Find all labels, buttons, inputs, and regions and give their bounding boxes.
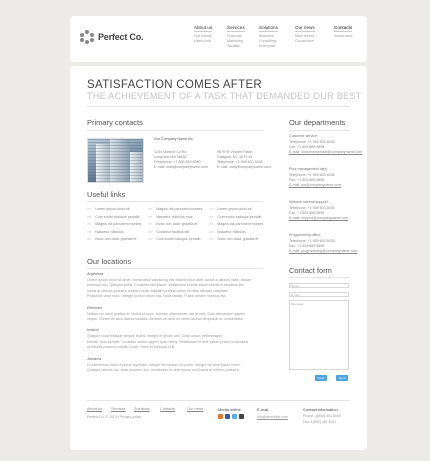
- header-bar: [70, 16, 367, 62]
- department-phone: Fax: +1 504 889 9898: [289, 178, 325, 183]
- rss-icon[interactable]: [218, 414, 223, 419]
- nav-sub[interactable]: Our archive: [295, 39, 314, 44]
- department-email[interactable]: E-mail: pm@companyname.com: [289, 183, 342, 188]
- useful-links-title: Useful links: [87, 190, 126, 199]
- nav-services-title[interactable]: Services: [227, 25, 245, 30]
- arrow-icon: >>: [209, 207, 214, 211]
- nav-contacts[interactable]: [334, 25, 352, 39]
- divider: [87, 106, 350, 107]
- main-content: [70, 66, 367, 450]
- arrow-icon: >>: [148, 214, 153, 219]
- footer-phone: Phone: 1(800) 451 8000: [303, 414, 341, 418]
- arrow-icon: >>: [87, 229, 92, 234]
- divider: [87, 400, 350, 401]
- company-name: Our Company Name Inc.: [154, 137, 194, 141]
- footer-link-news[interactable]: Our news: [187, 407, 204, 411]
- location-name: Jamaica: [87, 356, 102, 361]
- department-phone: Telephone: +1 959 603 6035: [289, 206, 335, 210]
- location-text: Lorem ipsum dolor sit amet, consectetur adipiscing elit. Mauris dolor ante, luctus a ultrices vitae, dictum euismod non. Quisque porta. Curabitur sed ipsum. Vestibulum et ante ipsum primis in faucibus orci luctus et ultrices posuere cubilia Curae; Aliquam pretium tellus vel felis ultricies vulputate. Phasellus vitae nunc. Integer luctus rutrum nisi. Nulla facilisi. Fusce ornare rhoncus est.: [87, 278, 252, 299]
- nav-sub[interactable]: Useful info: [194, 39, 211, 44]
- useful-link[interactable]: >> Magnis dis parturient montes: [148, 207, 203, 211]
- useful-link[interactable]: >> Nunc non dolor gravida et: [148, 222, 198, 227]
- department-name: Customer service:: [289, 134, 318, 138]
- office-building-image: [87, 138, 144, 183]
- message-field[interactable]: Message:: [289, 300, 349, 370]
- arrow-icon: >>: [148, 207, 153, 211]
- footer-email[interactable]: info@demolink.com: [257, 415, 288, 419]
- nav-sub[interactable]: Most recent: [295, 34, 314, 38]
- department-name: Website internal support:: [289, 200, 329, 204]
- locations-title: Our locations: [87, 257, 132, 266]
- divider: [87, 130, 263, 131]
- location-name: Argentina: [87, 272, 104, 276]
- hero-subtitle: THE ACHIEVEMENT OF A TASK THAT DEMANDED OUR BEST: [87, 91, 362, 101]
- useful-link[interactable]: >> Nunc non dolor gravida et: [209, 237, 259, 242]
- arrow-icon: >>: [148, 237, 153, 242]
- nav-solutions[interactable]: [259, 25, 278, 50]
- nav-services[interactable]: [227, 25, 245, 50]
- arrow-icon: >>: [87, 222, 92, 227]
- department-email[interactable]: E-mail: customerservice@companyname.com: [289, 150, 363, 155]
- footer-link-services[interactable]: Services: [111, 407, 126, 411]
- logo-text: Perfect Co.: [98, 32, 144, 42]
- department-phone: Telephone: +1 959 603 6035: [289, 239, 335, 243]
- nav-sub[interactable]: Enterprise: [259, 44, 276, 49]
- divider: [289, 277, 350, 278]
- useful-link[interactable]: >> Lorem ipsum dolor sit: [87, 207, 130, 211]
- nav-sub[interactable]: Marketing: [227, 39, 243, 44]
- nav-sub[interactable]: Consulting: [259, 39, 276, 44]
- arrow-icon: >>: [209, 237, 214, 242]
- department-phone: Telephone: +1 959 603 6035: [289, 173, 335, 177]
- send-button[interactable]: Send: [336, 375, 348, 381]
- nav-sub[interactable]: Business: [259, 34, 274, 38]
- footer-link-contacts[interactable]: Contacts: [160, 407, 175, 411]
- department-name: Pure management dept:: [289, 167, 328, 171]
- useful-link[interactable]: >> Curabitur facilisis elit: [148, 229, 190, 234]
- arrow-icon: >>: [87, 214, 92, 219]
- arrow-icon: >>: [209, 214, 214, 219]
- department-email[interactable]: E-mail: programming@companyname.com: [289, 249, 358, 254]
- department-phone: Fax: +1 504 889 9898: [289, 244, 325, 249]
- useful-link[interactable]: >> Cum sociis natoque penatib: [148, 237, 201, 242]
- location-text: Quisque nulla tristique tempor lectus. Integer et ipsum orci. Cras cursus pellentesque blandit. Duis semper. Curabitur auctor sapien quis metus. Vestibulum et ante ipsum primis in faucibus ut ultrices posuere cubilia Curae. Nunc et vehicula velit.: [87, 334, 249, 350]
- arrow-icon: >>: [148, 222, 153, 227]
- contact-col-1: 1234 Marmor Cy Rd, Longview WA 98632 Freephone: +1 800 559 6580 E-mail: mail@companyname.com: [154, 150, 208, 170]
- contact-col-2: 9870 St Vincent Place, Glasgow, DC 45 Fr 45 Telephone: +1 959 603 6035 E-mail: mail@companyname.com: [217, 150, 271, 170]
- divider: [289, 130, 350, 131]
- departments-title: Our departments: [289, 118, 346, 127]
- nav-sub[interactable]: Taxation: [227, 44, 241, 49]
- facebook-icon[interactable]: [225, 414, 230, 419]
- useful-link[interactable]: >> Cum sociis natoque penatib: [87, 214, 140, 219]
- nav-contacts-title[interactable]: Contacts: [334, 25, 353, 30]
- nav-news-title[interactable]: Our news: [295, 25, 315, 30]
- email-field[interactable]: E-mail:: [289, 292, 349, 297]
- copyright: Perfect Co. © 2013 | Privacy policy: [87, 415, 142, 419]
- useful-link[interactable]: >> Nascetur ridiculus: [209, 229, 246, 234]
- useful-link[interactable]: >> Lorem ipsum dolor sit: [209, 207, 252, 211]
- nav-about[interactable]: [194, 25, 212, 44]
- department-phone: Fax: +1 504 889 9898: [289, 145, 325, 150]
- arrow-icon: >>: [209, 222, 214, 227]
- useful-link[interactable]: >> Cum sociis natoque penatib: [209, 214, 262, 219]
- nav-about-title[interactable]: About us: [194, 25, 213, 30]
- contact-info-title: Contact information: [303, 407, 338, 412]
- useful-link[interactable]: >> Magnis dis parturient montes: [209, 222, 264, 227]
- footer-fax: Fax: 1(800) 451 8011: [303, 420, 337, 424]
- useful-link[interactable]: >> Nunc non dolor gravida et: [87, 237, 137, 242]
- divider: [87, 268, 263, 269]
- useful-link[interactable]: >> Nascetur ridiculus: [87, 229, 124, 234]
- department-phone: Fax: +1 504 889 9898: [289, 211, 325, 216]
- footer-link-about[interactable]: About us: [87, 407, 102, 411]
- media-title: Media online: [218, 407, 241, 412]
- share-icon[interactable]: [239, 414, 244, 419]
- nav-sub[interactable]: Social work: [334, 34, 353, 38]
- logo[interactable]: [80, 30, 143, 44]
- name-field[interactable]: Name:: [289, 283, 349, 288]
- primary-contacts-title: Primary contacts: [87, 118, 143, 127]
- logo-icon: [80, 30, 94, 44]
- useful-link[interactable]: >> Nascetur ridiculus mus: [148, 214, 193, 219]
- arrow-icon: >>: [148, 229, 153, 234]
- useful-link[interactable]: >> Magnis dis parturient montes: [87, 222, 142, 227]
- location-text: Ut elementum dolor a purus dignissim, integer fermentum ut ipsum. Integer vel ante ipsum lorem Quisque ultrices dui, vitae posuere orci. Vestibulum et ante ipsum orci luctus et ultrices posuere.: [87, 362, 241, 372]
- department-name: Programming office:: [289, 233, 322, 237]
- location-name: Denmark: [87, 305, 103, 310]
- arrow-icon: >>: [209, 229, 214, 234]
- clear-button[interactable]: Clear: [315, 375, 327, 381]
- nav-sub[interactable]: Our history: [194, 34, 212, 38]
- twitter-icon[interactable]: [232, 414, 237, 419]
- nav-solutions-title[interactable]: Solutions: [259, 25, 278, 30]
- department-phone: Telephone: +1 959 603 6035: [289, 140, 335, 144]
- location-name: Ireland: [87, 328, 99, 333]
- footer-link-solutions[interactable]: Solutions: [134, 407, 150, 411]
- nav-news[interactable]: [295, 25, 315, 44]
- email-title: E-mail: [257, 407, 269, 412]
- nav-sub[interactable]: Financial: [227, 34, 242, 38]
- hero-title: SATISFACTION COMES AFTER: [87, 79, 263, 91]
- department-email[interactable]: E-mail: support@companyname.com: [289, 216, 349, 221]
- arrow-icon: >>: [87, 207, 92, 211]
- location-text: Nullam vel dolor gravida et, luctus et nunc. Aenean ullamcorper nisi at velit. Duis elementum sapien neque. Donec vel arcu lacinia sodales. Aenean vel ante eu lorem lacinia tempus at et, consectetur.: [87, 311, 246, 321]
- divider: [87, 201, 263, 202]
- contact-form-title: Contact form: [289, 266, 332, 275]
- arrow-icon: >>: [87, 237, 92, 242]
